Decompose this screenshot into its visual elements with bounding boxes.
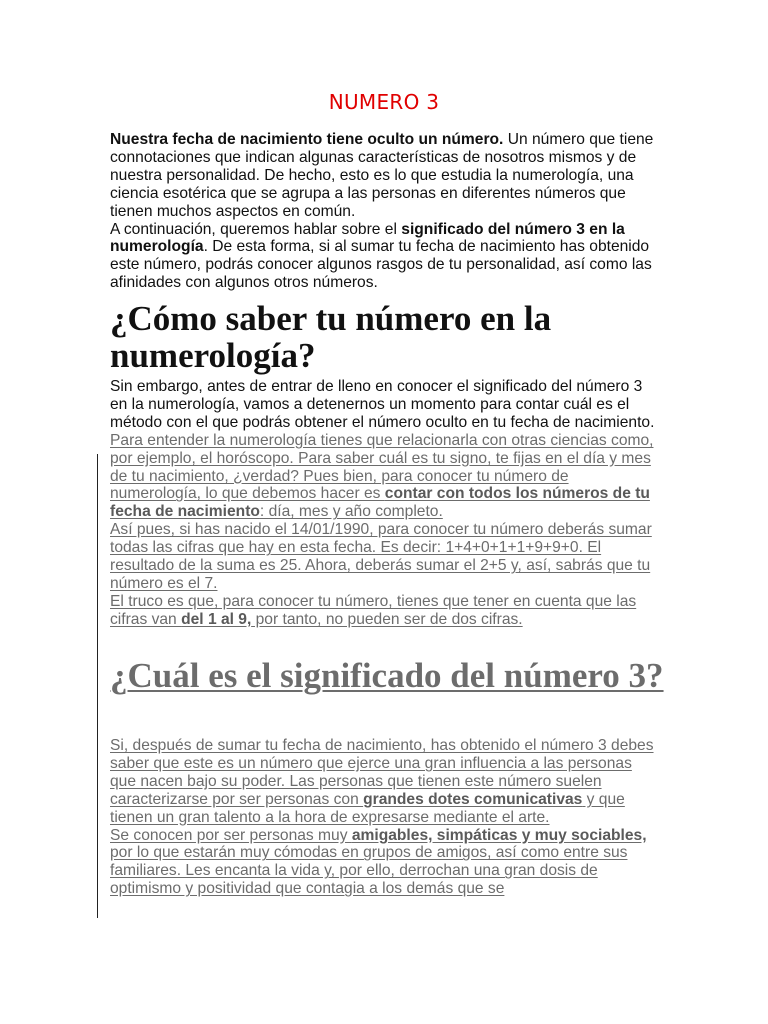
section1-paragraph-2: Para entender la numerología tienes que relacionarla con otras ciencias como, por ejemplo, el horóscopo. Para saber cuál es tu signo, te fijas en el día y mes de tu nacimiento, ¿verdad? Pues bien, para conocer tu número de numerología, lo que debemos hacer es contar con todos los números de tu fecha de nacimiento: día, mes y año completo. (110, 431, 654, 521)
section1-block (110, 378, 655, 629)
section2-bold-phrase: grandes dotes comunicativas (363, 790, 583, 808)
section1-paragraph-4: El truco es que, para conocer tu número, tienes que tener en cuenta que las cifras van del 1 al 9, por tanto, no pueden ser de dos cifras. (110, 592, 637, 628)
intro-paragraph-1 (110, 131, 655, 221)
section1-paragraph-1: Sin embargo, antes de entrar de lleno en conocer el significado del número 3 en la numerología, vamos a detenernos un momento para contar cuál es el método con el que podrás obtener el número oculto en tu fecha de nacimiento. (110, 378, 655, 431)
section-heading-meaning: ¿Cuál es el significado del número 3? (110, 656, 664, 695)
section-heading-how-to: ¿Cómo saber tu número en la numerología? (110, 299, 552, 375)
section1-bold-range: del 1 al 9, (181, 610, 252, 628)
document-title: NUMERO 3 (328, 90, 440, 114)
section2-paragraph-2: Se conocen por ser personas muy amigables, simpáticas y muy sociables, por lo que estarán muy cómodas en grupos de amigos, así como entre sus familiares. Les encanta la vida y, por ello, derrochan una gran dosis de optimismo y positividad que contagia a los demás que se (110, 826, 647, 898)
change-bar-marker (97, 454, 98, 918)
section2-bold-traits: amigables, simpáticas y muy sociables, (351, 826, 647, 844)
section2-block (110, 737, 655, 898)
intro-bold-phrase: significado del número 3 en la numerología (110, 220, 625, 256)
intro-paragraph-2: A continuación, queremos hablar sobre el significado del número 3 en la numerología. De esta forma, si al sumar tu fecha de nacimiento has obtenido este número, podrás conocer algunos rasgos de tu personalidad, así como las afinidades con algunos otros números. (110, 220, 652, 292)
intro-block (110, 131, 655, 292)
section2-paragraph-1: Si, después de sumar tu fecha de nacimiento, has obtenido el número 3 debes saber que este es un número que ejerce una gran influencia a las personas que nacen bajo su poder. Las personas que tienen este número suelen caracterizarse por ser personas con grandes dotes comunicativas y que tienen un gran talento a la hora de expresarse mediante el arte. (110, 737, 654, 826)
intro-bold-lead: Nuestra fecha de nacimiento tiene oculto un número. (110, 131, 504, 148)
section1-bold-phrase: contar con todos los números de tu fecha de nacimiento (110, 485, 650, 521)
intro-text: Un número que tiene connotaciones que indican algunas características de nosotros mismos y de nuestra personalidad. De hecho, esto es lo que estudia la numerología, una ciencia esotérica que se agrupa a las personas en diferentes números que tienen muchos aspectos en común. (110, 131, 654, 220)
section1-paragraph-3: Así pues, si has nacido el 14/01/1990, para conocer tu número deberás sumar todas las cifras que hay en esta fecha. Es decir: 1+4+0+1+1+9+9+0. El resultado de la suma es 25. Ahora, deberás sumar el 2+5 y, así, sabrás que tu número es el 7. (110, 521, 652, 592)
